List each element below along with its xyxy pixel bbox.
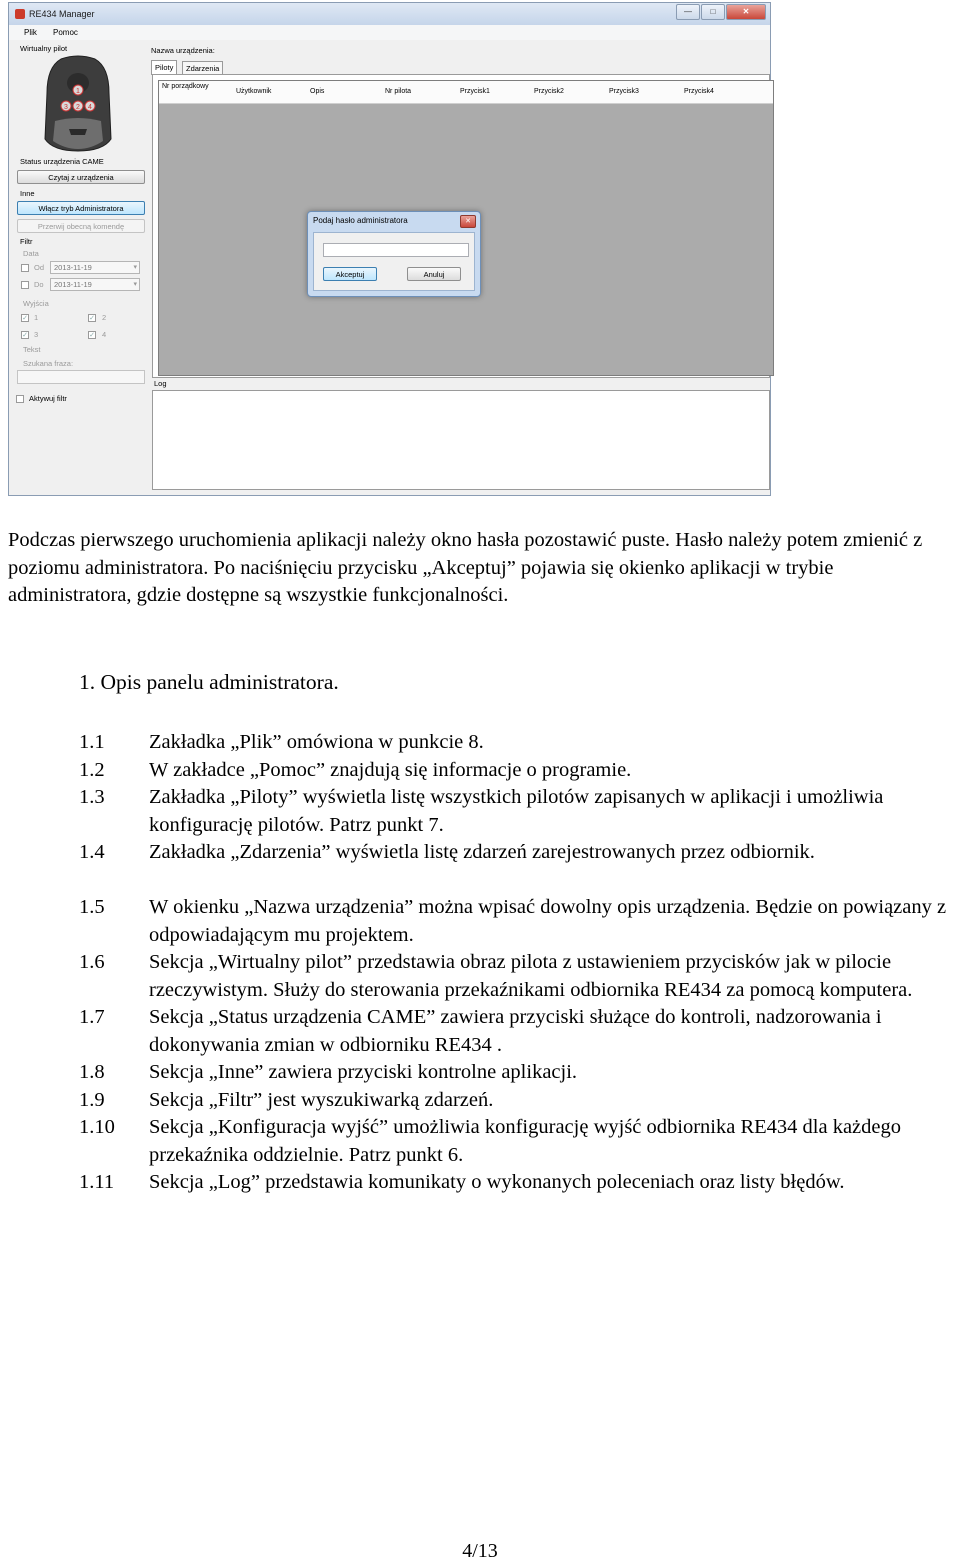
to-checkbox[interactable] [21,281,29,289]
output-4-label: 4 [102,330,107,339]
from-checkbox[interactable] [21,264,29,272]
list-item [79,757,960,785]
item-number: 1.10 [79,1116,115,1138]
svg-text:3: 3 [64,104,68,111]
description-list [79,729,960,1197]
filter-label: Filtr [20,237,33,246]
window-title: RE434 Manager [29,9,95,19]
item-number: 1.1 [79,731,105,753]
from-date-value: 2013-11-19 [54,263,92,272]
output-2-label: 2 [102,313,107,322]
remote-button-1[interactable] [73,85,83,95]
virtual-remote [41,55,115,153]
dialog-close-icon[interactable]: ✕ [460,215,476,228]
item-text: Sekcja „Wirtualny pilot” przedstawia obraz pilota z ustawieniem przycisków jak w pilocie rzeczywistym. Służy do sterowania przekaźnikami odbiornika RE434 za pomocą komputera. [149,951,913,1001]
activate-filter-checkbox[interactable] [16,395,24,403]
read-device-button[interactable]: Czytaj z urządzenia [17,170,145,184]
item-number: 1.5 [79,896,105,918]
item-text: Sekcja „Log” przedstawia komunikaty o wykonanych poleceniach oraz listy błędów. [149,1171,845,1193]
item-text: W zakładce „Pomoc” znajdują się informacje o programie. [149,758,632,781]
list-item [79,1059,960,1087]
list-item [79,729,960,757]
page-number: 4/13 [462,1540,498,1562]
output-4-checkbox[interactable]: ✓ [89,332,95,339]
item-text: Sekcja „Inne” zawiera przyciski kontrolne aplikacji. [149,1061,578,1083]
list-item [79,949,960,1004]
section-heading: 1. Opis panelu administratora. [79,670,339,694]
column-header[interactable]: Przycisk4 [684,88,714,95]
column-header[interactable]: Nr porządkowy [162,83,209,90]
remote-button-2[interactable] [61,101,71,111]
calendar-dropdown-icon: ▾ [133,281,137,288]
app-icon [15,9,25,19]
dialog-body [313,232,475,291]
accept-button[interactable]: Akceptuj [323,267,377,281]
password-input[interactable] [323,243,469,257]
item-text: Sekcja „Konfiguracja wyjść” umożliwia konfigurację wyjść odbiornika RE434 dla każdego przekaźnika oddzielnie. Patrz punkt 6. [149,1116,901,1166]
list-item [79,1114,960,1169]
other-label: Inne [20,189,35,198]
status-label: Status urządzenia CAME [20,157,104,166]
menu-pomoc[interactable]: Pomoc [53,28,78,37]
to-label: Do [34,280,44,289]
list-item [79,894,960,949]
outputs-label: Wyjścia [23,299,49,308]
menu-bar [9,25,770,40]
activate-filter-label: Aktywuj filtr [29,394,67,403]
cancel-button[interactable]: Anuluj [407,267,461,281]
intro-paragraph: Podczas pierwszego uruchomienia aplikacji należy okno hasła pozostawić puste. Hasło należy potem zmienić z poziomu administratora. Po naciśnięciu przycisku „Akceptuj” pojawia się okienko aplikacji w trybie administratora, gdzie dostępne są wszystkie funkcjonalności. [8,529,923,606]
dialog-title: Podaj hasło administratora [313,216,408,225]
item-number: 1.8 [79,1061,105,1083]
output-3-label: 3 [34,330,39,339]
item-number: 1.7 [79,1006,105,1028]
item-number: 1.3 [79,786,105,808]
item-text: Zakładka „Plik” omówiona w punkcie 8. [149,731,484,753]
item-text: Sekcja „Filtr” jest wyszukiwarką zdarzeń. [149,1088,494,1111]
list-item [79,784,960,839]
admin-password-dialog [307,211,481,297]
item-text: Sekcja „Status urządzenia CAME” zawiera przyciski służące do kontroli, nadzorowania i dokonywania zmian w odbiorniku RE434 . [149,1006,882,1056]
table-header [159,81,773,104]
output-3-checkbox[interactable]: ✓ [22,332,28,339]
item-number: 1.2 [79,758,105,781]
virtual-pilot-label: Wirtualny pilot [20,44,68,53]
close-button[interactable]: ✕ [726,4,766,20]
text-label: Tekst [23,345,41,354]
column-header[interactable]: Przycisk3 [609,88,639,95]
column-header[interactable]: Przycisk2 [534,88,564,95]
abort-command-button[interactable]: Przerwij obecną komendę [17,219,145,233]
tab-piloty[interactable]: Piloty [151,60,177,75]
item-text: W okienku „Nazwa urządzenia” można wpisać dowolny opis urządzenia. Będzie on powiązany z odpowiadającym mu projektem. [149,896,947,946]
app-window-screenshot [8,2,771,496]
minimize-button[interactable]: — [676,4,700,20]
item-number: 1.6 [79,951,105,973]
to-date-picker[interactable] [50,278,140,291]
list-item [79,1087,960,1115]
list-item [79,1004,960,1059]
remote-button-4[interactable] [85,101,95,111]
list-item [79,1169,960,1197]
search-phrase-label: Szukana fraza: [23,359,74,368]
item-number: 1.11 [79,1171,115,1193]
item-text: Zakładka „Piloty” wyświetla listę wszystkich pilotów zapisanych w aplikacji i umożliwia konfigurację pilotów. Patrz punkt 7. [149,786,884,836]
column-header[interactable]: Opis [310,88,325,95]
calendar-dropdown-icon: ▾ [133,264,137,271]
device-name-label: Nazwa urządzenia: [151,46,215,55]
column-header[interactable]: Przycisk1 [460,88,490,95]
item-number: 1.9 [79,1088,105,1111]
svg-text:2: 2 [76,104,80,111]
list-item [79,839,960,867]
output-1-checkbox[interactable]: ✓ [22,315,28,322]
log-label: Log [154,379,167,388]
column-header[interactable]: Użytkownik [236,88,272,95]
date-label: Data [23,249,39,258]
title-bar [9,3,770,26]
log-box[interactable] [152,390,770,490]
from-label: Od [34,263,45,272]
remote-button-3[interactable] [73,101,83,111]
item-text: Zakładka „Zdarzenia” wyświetla listę zdarzeń zarejestrowanych przez odbiornik. [149,841,815,863]
from-date-picker[interactable] [50,261,140,274]
to-date-value: 2013-11-19 [54,280,92,289]
svg-text:4: 4 [88,104,92,111]
menu-plik[interactable]: Plik [24,28,37,37]
output-2-checkbox[interactable]: ✓ [89,315,95,322]
svg-text:1: 1 [76,88,80,95]
column-header[interactable]: Nr pilota [385,88,412,95]
maximize-button[interactable]: □ [701,4,725,20]
search-phrase-input[interactable] [17,370,145,384]
output-1-label: 1 [34,313,39,322]
admin-mode-button[interactable]: Włącz tryb Administratora [17,201,145,215]
item-number: 1.4 [79,841,105,863]
tab-zdarzenia[interactable]: Zdarzenia [182,61,223,75]
